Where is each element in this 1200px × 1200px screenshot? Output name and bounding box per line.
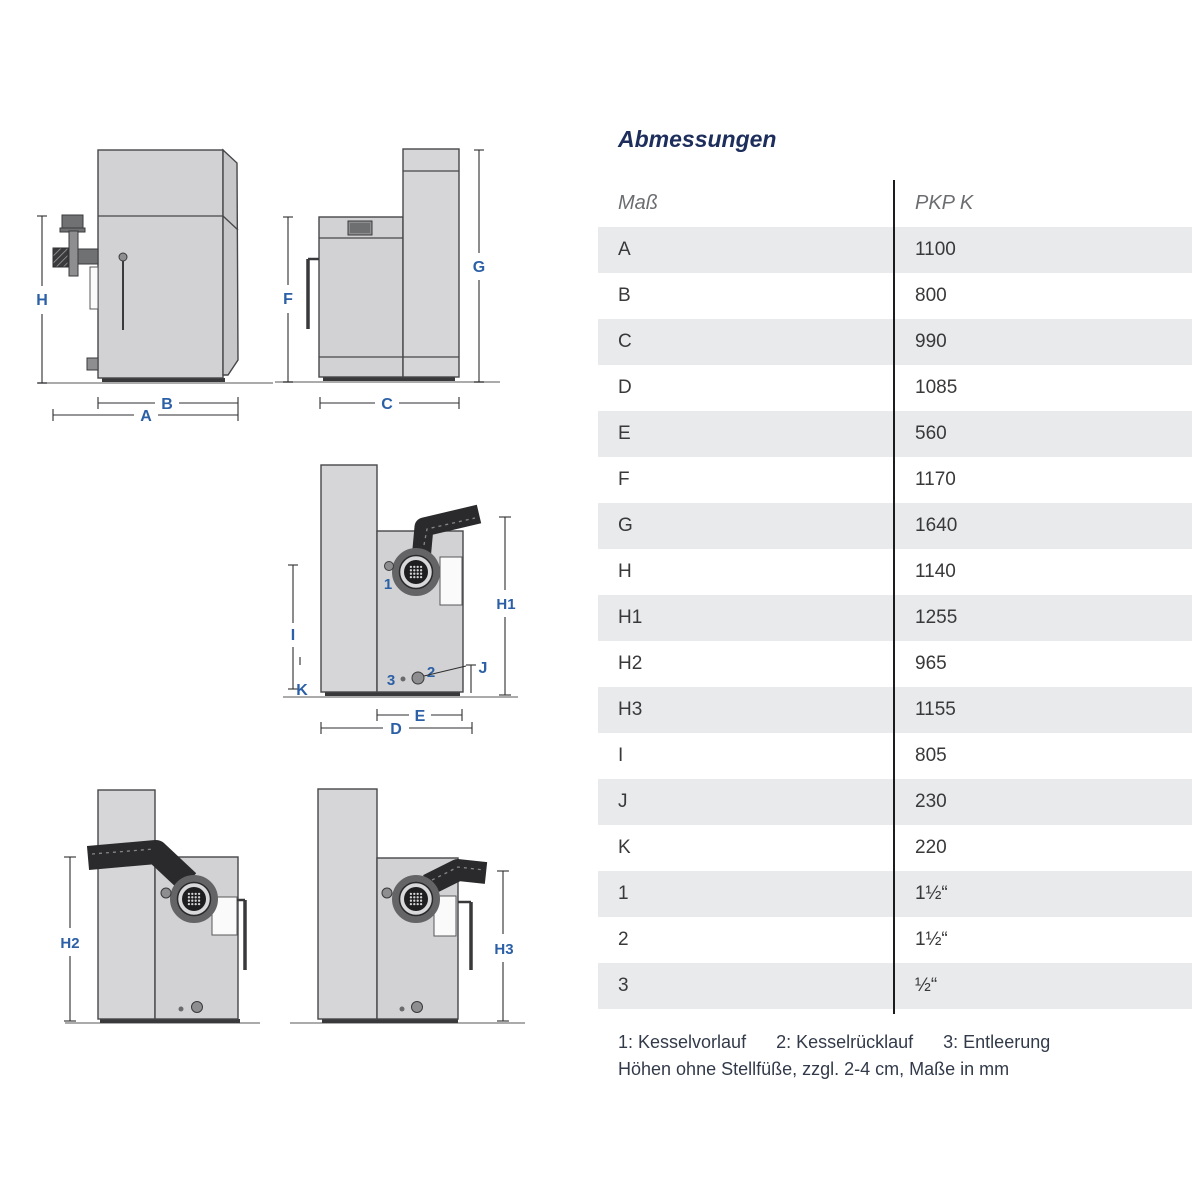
- boiler-side-view-drawing: [275, 128, 505, 428]
- table-row: [598, 365, 1192, 411]
- drain-port: [400, 1007, 405, 1012]
- value-cell: 1640: [915, 515, 958, 536]
- table-row: [598, 871, 1192, 917]
- table-row: [598, 779, 1192, 825]
- table-header-row: [598, 180, 1192, 227]
- col-header-model: PKP K: [915, 192, 974, 214]
- thermometer-bulb: [119, 253, 127, 261]
- page-title: Abmessungen: [618, 126, 777, 152]
- measure-cell: B: [618, 285, 631, 306]
- table-row: [598, 227, 1192, 273]
- port-label-1: 1: [383, 576, 393, 593]
- dim-label-h3: H3: [494, 941, 514, 958]
- measure-cell: I: [618, 745, 624, 766]
- measure-cell: K: [618, 837, 631, 858]
- flue-pipe: [428, 870, 486, 885]
- dim-label-a: A: [140, 408, 152, 425]
- burner-flange-hatched: [53, 248, 68, 267]
- boiler-flue-left-view-drawing: [30, 770, 270, 1040]
- value-cell: 1100: [915, 239, 956, 260]
- boiler-rear-view-drawing: [270, 445, 520, 745]
- pellet-hopper: [403, 149, 459, 377]
- measure-cell: D: [618, 377, 632, 398]
- value-cell: 805: [915, 745, 947, 766]
- flue-fan: [396, 879, 436, 919]
- port-circle: [382, 888, 392, 898]
- measure-cell: E: [618, 423, 631, 444]
- port-1-kesselvorlauf: [385, 562, 394, 571]
- boiler-front-view-drawing: [25, 128, 275, 428]
- legend-kesselvorlauf: 1: Kesselvorlauf: [618, 1032, 747, 1052]
- value-cell: 560: [915, 423, 947, 444]
- table-row: [598, 825, 1192, 871]
- port-legend: [618, 1032, 1050, 1053]
- value-cell: 1½“: [915, 929, 948, 950]
- drain-stub: [87, 358, 98, 370]
- value-cell: 1½“: [915, 883, 948, 904]
- measure-cell: H: [618, 561, 632, 582]
- flue-fan: [174, 879, 214, 919]
- table-row: [598, 687, 1192, 733]
- table-row: [598, 595, 1192, 641]
- return-port: [192, 1002, 203, 1013]
- value-cell: 965: [915, 653, 947, 674]
- pellet-hopper: [321, 465, 377, 692]
- value-cell: ½“: [915, 975, 938, 996]
- measure-cell: C: [618, 331, 632, 352]
- legend-kesselruecklauf: 2: Kesselrücklauf: [776, 1032, 914, 1052]
- dim-label-h2: H2: [60, 935, 80, 952]
- measure-cell: A: [618, 239, 631, 260]
- measure-cell: F: [618, 469, 630, 490]
- dim-label-c: C: [381, 396, 393, 413]
- port-3-entleerung: [401, 677, 406, 682]
- value-cell: 220: [915, 837, 947, 858]
- measure-cell: 1: [618, 883, 629, 904]
- dim-label-f: F: [283, 291, 293, 308]
- measure-cell: J: [618, 791, 628, 812]
- return-port: [412, 1002, 423, 1013]
- table-row: [598, 457, 1192, 503]
- port-2-kesselruecklauf: [412, 672, 424, 684]
- measurement-note: Höhen ohne Stellfüße, zzgl. 2-4 cm, Maße in mm: [618, 1059, 1010, 1079]
- dim-label-d: D: [390, 721, 402, 738]
- measure-cell: 3: [618, 975, 629, 996]
- pellet-hopper: [98, 790, 155, 1019]
- table-column-divider: [893, 180, 895, 1014]
- value-cell: 230: [915, 791, 947, 812]
- measure-cell: G: [618, 515, 633, 536]
- table-row: [598, 641, 1192, 687]
- burner-cap: [62, 215, 83, 229]
- value-cell: 1255: [915, 607, 958, 628]
- port-label-3: 3: [386, 672, 396, 689]
- table-row: [598, 549, 1192, 595]
- measure-cell: H2: [618, 653, 643, 674]
- dim-label-i: I: [290, 627, 296, 644]
- burner-tube: [69, 231, 78, 276]
- value-cell: 1140: [915, 561, 956, 582]
- burner-bracket: [78, 249, 98, 264]
- table-row: [598, 411, 1192, 457]
- dim-label-e: E: [414, 708, 426, 725]
- pellet-hopper: [318, 789, 377, 1019]
- port-circle: [161, 888, 171, 898]
- flue-fan: [396, 552, 436, 592]
- boiler-flue-right-view-drawing: [280, 770, 530, 1040]
- dim-label-h1: H1: [496, 596, 516, 613]
- dim-label-h: H: [36, 292, 48, 309]
- measure-cell: 2: [618, 929, 629, 950]
- dim-label-k: K: [296, 682, 308, 699]
- table-rows: [598, 227, 1192, 1009]
- measure-cell: H1: [618, 607, 643, 628]
- legend-entleerung: 3: Entleerung: [943, 1032, 1051, 1052]
- table-row: [598, 503, 1192, 549]
- measure-cell: H3: [618, 699, 643, 720]
- value-cell: 1155: [915, 699, 956, 720]
- table-row: [598, 273, 1192, 319]
- value-cell: 1170: [915, 469, 956, 490]
- footnotes: [618, 1032, 1050, 1080]
- dim-label-b: B: [161, 396, 173, 413]
- table-row: [598, 319, 1192, 365]
- value-cell: 800: [915, 285, 947, 306]
- table-row: [598, 917, 1192, 963]
- value-cell: 1085: [915, 377, 958, 398]
- table-row: [598, 963, 1192, 1009]
- port-label-2: 2: [426, 664, 436, 681]
- dim-label-j: J: [478, 660, 488, 677]
- table-row: [598, 733, 1192, 779]
- value-cell: 990: [915, 331, 947, 352]
- dim-label-g: G: [472, 259, 486, 276]
- col-header-measure: Maß: [618, 192, 658, 214]
- dimensions-table: [598, 180, 1192, 1009]
- drain-port: [179, 1007, 184, 1012]
